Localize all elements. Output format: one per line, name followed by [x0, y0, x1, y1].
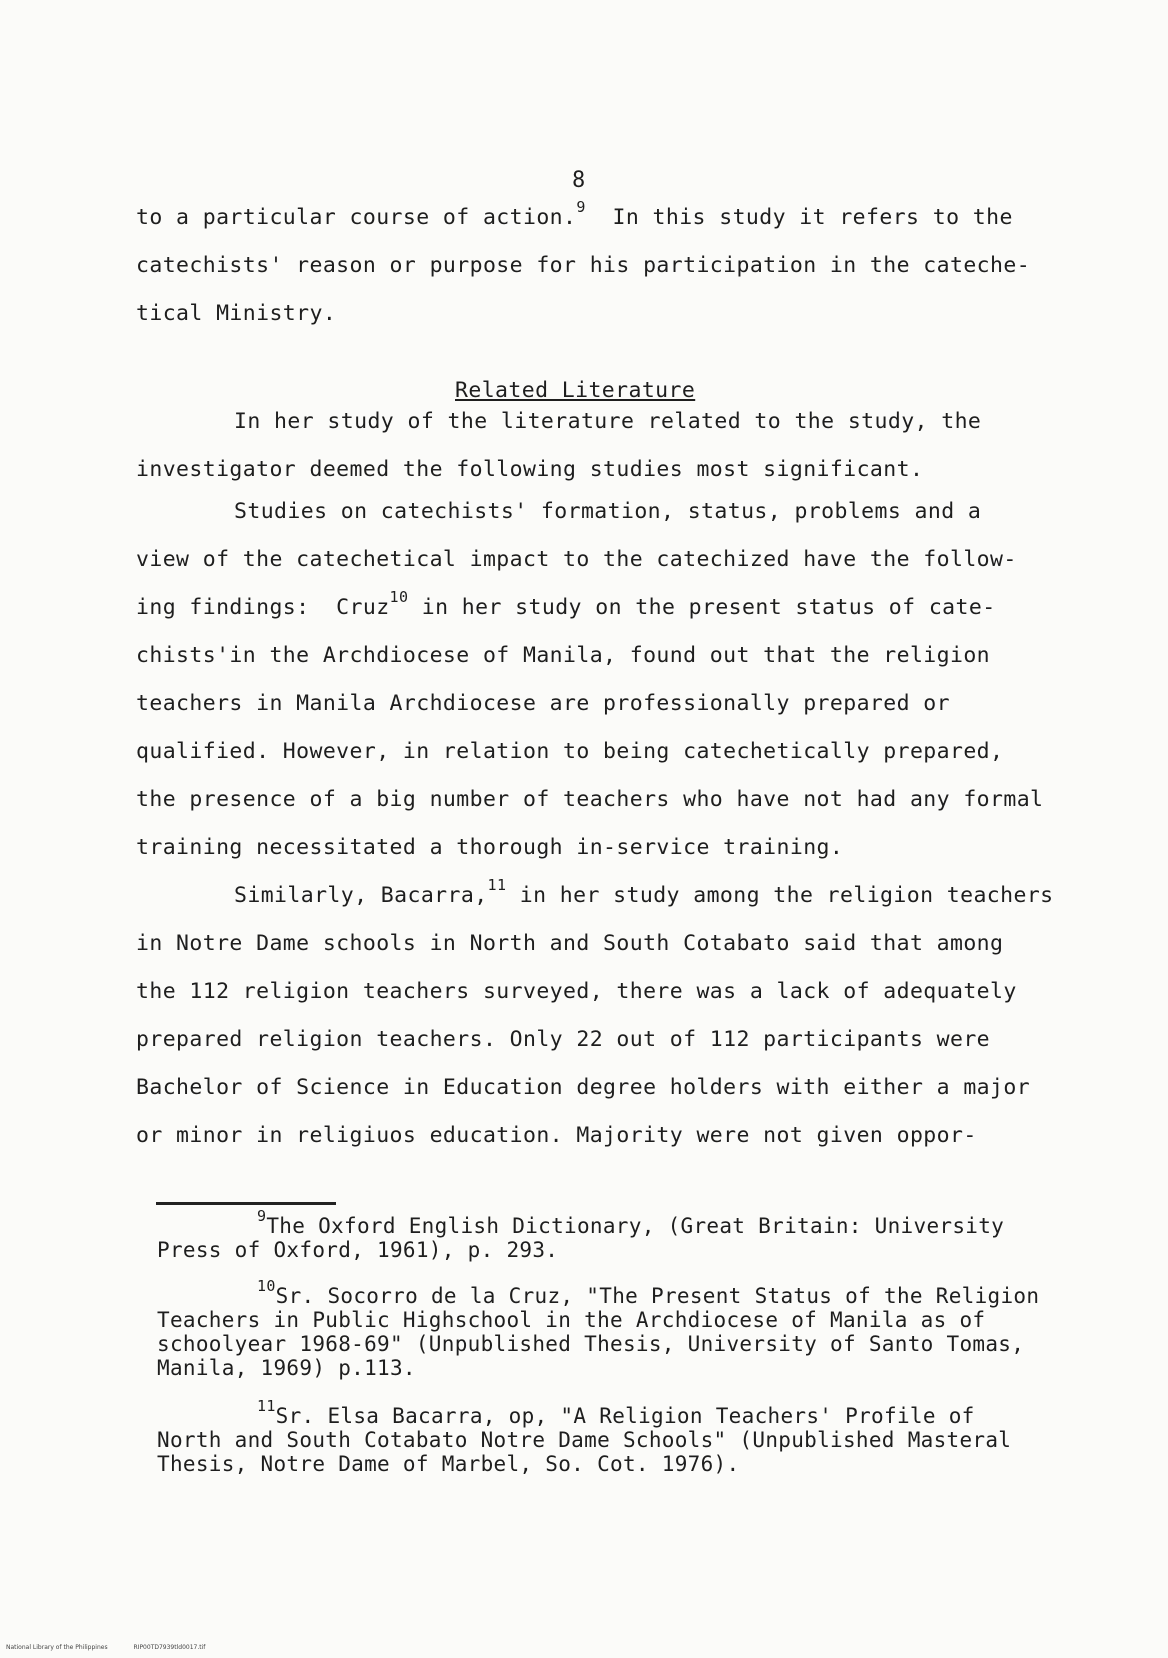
- paragraph-studies: [136, 488, 1066, 872]
- paragraph-line: to a particular course of action.$^9$ In this study it refers to the: [136, 197, 1013, 230]
- paragraph-intro: [136, 398, 1066, 494]
- paragraph-line: qualified. However, in relation to being catechetically prepared,: [136, 739, 1004, 764]
- page-number: 8: [572, 168, 586, 193]
- footnote-ref-10: 10: [389, 587, 409, 606]
- paragraph-line: Similarly, Bacarra,$^{11}$ in her study among the religion teachers: [234, 875, 1054, 908]
- paragraph-line: catechists' reason or purpose for his participation in the cateche-: [136, 253, 1031, 278]
- top-paragraph: [136, 194, 1066, 338]
- scan-footer: [6, 1644, 229, 1651]
- paragraph-line: chists'in the Archdiocese of Manila, found out that the religion: [136, 643, 991, 668]
- paragraph-line: teachers in Manila Archdiocese are professionally prepared or: [136, 691, 950, 716]
- paragraph-line: in Notre Dame schools in North and South Cotabato said that among: [136, 931, 1004, 956]
- footnote-9: $^9$The Oxford English Dictionary, (Great Britain: University Press of Oxford, 1961), p. 293.: [157, 1207, 1005, 1262]
- paragraph-line: the 112 religion teachers surveyed, there was a lack of adequately: [136, 979, 1017, 1004]
- footnote-ref-9: 9: [576, 197, 586, 216]
- paragraph-line: view of the catechetical impact to the catechized have the follow-: [136, 547, 1017, 572]
- paragraph-line: the presence of a big number of teachers who have not had any formal: [136, 787, 1044, 812]
- footnote-ref-11: 11: [487, 875, 507, 894]
- paragraph-line: or minor in religiuos education. Majority were not given oppor-: [136, 1123, 977, 1148]
- paragraph-bacarra: [136, 872, 1066, 1160]
- paragraph-line: investigator deemed the following studies most significant.: [136, 457, 924, 482]
- footnote-divider: [156, 1202, 336, 1205]
- paragraph-line: Bachelor of Science in Education degree holders with either a major: [136, 1075, 1031, 1100]
- paragraph-line: Studies on catechists' formation, status, problems and a: [234, 499, 982, 524]
- paragraph-line: In her study of the literature related to the study, the: [234, 409, 982, 434]
- paragraph-line: prepared religion teachers. Only 22 out of 112 participants were: [136, 1027, 991, 1052]
- footnote-10: $^{10}$Sr. Socorro de la Cruz, "The Present Status of the Religion Teachers in Public Highschool in the Archdiocese of Manila as of schoolyear 1968-69" (Unpublished Thesis, University of Santo Tomas, Manila, 1969) p.113.: [157, 1277, 1040, 1380]
- footnote-number: 10: [257, 1277, 276, 1295]
- paragraph-line: ing findings: Cruz$^{10}$ in her study on the present status of cate-: [136, 587, 996, 620]
- footnote-number: 11: [257, 1397, 276, 1415]
- paragraph-line: tical Ministry.: [136, 301, 337, 326]
- section-heading: Related Literature: [455, 378, 696, 403]
- scan-file-label: RIP00TD7939tld0017.tif: [133, 1644, 206, 1651]
- footnote-number: 9: [257, 1207, 267, 1225]
- scan-source-label: National Library of the Philippines: [6, 1644, 108, 1651]
- paragraph-line: training necessitated a thorough in-service training.: [136, 835, 844, 860]
- footnote-11: $^{11}$Sr. Elsa Bacarra, op, "A Religion Teachers' Profile of North and South Cotabato Notre Dame Schools" (Unpublished Masteral Thesis, Notre Dame of Marbel, So. Cot. 1976).: [157, 1397, 1012, 1476]
